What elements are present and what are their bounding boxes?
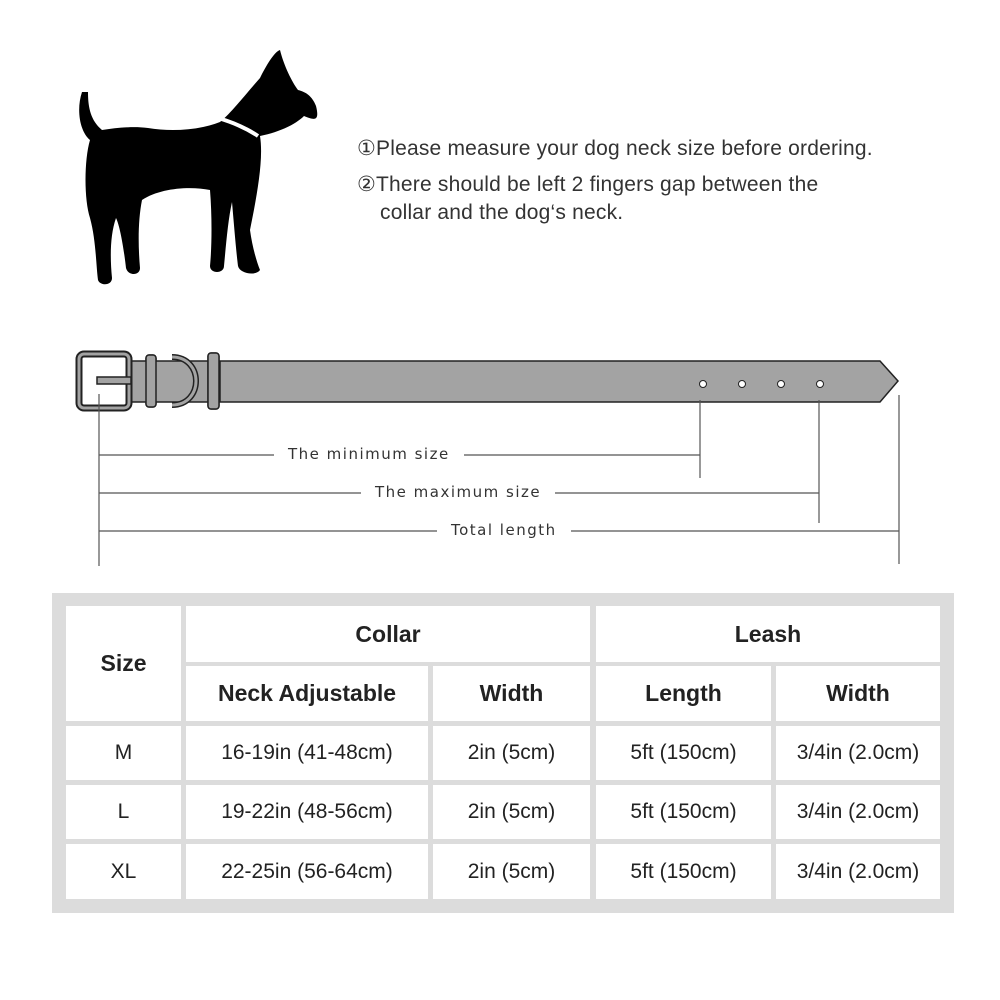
table-cell-leash-length: 5ft (150cm) bbox=[596, 726, 771, 780]
table-cell-neck: 19-22in (48-56cm) bbox=[186, 785, 428, 839]
table-cell-neck: 22-25in (56-64cm) bbox=[186, 844, 428, 899]
table-cell-size: XL bbox=[66, 844, 181, 899]
collar-size-diagram bbox=[0, 340, 1000, 580]
table-cell-leash-width: 3/4in (2.0cm) bbox=[776, 785, 940, 839]
leash-length-header: Length bbox=[596, 666, 771, 721]
table-cell-leash-length: 5ft (150cm) bbox=[596, 785, 771, 839]
collar-strap bbox=[220, 361, 898, 402]
collar-keeper-1-front bbox=[146, 355, 156, 407]
table-cell-size: M bbox=[66, 726, 181, 780]
instruction-gap-line1: ②There should be left 2 fingers gap between the bbox=[357, 173, 819, 196]
collar-hole-3 bbox=[778, 381, 785, 388]
total-length-label: Total length bbox=[437, 521, 571, 539]
table-cell-leash-length: 5ft (150cm) bbox=[596, 844, 771, 899]
collar-hole-4 bbox=[817, 381, 824, 388]
table-cell-collar-width: 2in (5cm) bbox=[433, 844, 590, 899]
collar-width-header: Width bbox=[433, 666, 590, 721]
collar-hole-2 bbox=[739, 381, 746, 388]
collar-illustration bbox=[0, 340, 1000, 580]
table-cell-leash-width: 3/4in (2.0cm) bbox=[776, 726, 940, 780]
table-cell-leash-width: 3/4in (2.0cm) bbox=[776, 844, 940, 899]
buckle-prong bbox=[97, 377, 131, 384]
leash-header: Leash bbox=[596, 606, 940, 662]
size-header: Size bbox=[66, 606, 181, 721]
table-cell-neck: 16-19in (41-48cm) bbox=[186, 726, 428, 780]
min-size-label: The minimum size bbox=[274, 445, 464, 463]
leash-width-header: Width bbox=[776, 666, 940, 721]
table-cell-collar-width: 2in (5cm) bbox=[433, 726, 590, 780]
collar-header: Collar bbox=[186, 606, 590, 662]
table-cell-collar-width: 2in (5cm) bbox=[433, 785, 590, 839]
table-cell-size: L bbox=[66, 785, 181, 839]
instruction-measure: ①Please measure your dog neck size before ordering. bbox=[357, 137, 873, 160]
instruction-gap-line2: collar and the dog‘s neck. bbox=[380, 201, 624, 224]
collar-hole-1 bbox=[700, 381, 707, 388]
max-size-label: The maximum size bbox=[361, 483, 555, 501]
collar-keeper-2-front bbox=[208, 353, 219, 409]
dog-silhouette bbox=[60, 40, 340, 300]
dog-body bbox=[79, 50, 317, 284]
size-table bbox=[52, 593, 954, 913]
neck-adjustable-header: Neck Adjustable bbox=[186, 666, 428, 721]
